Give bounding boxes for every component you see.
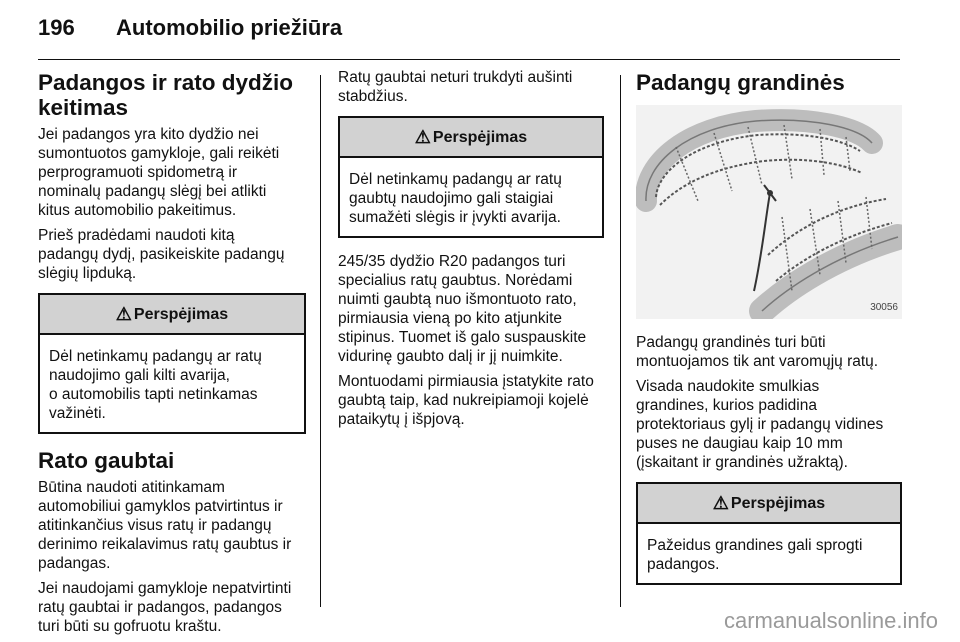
section-heading-wheel-covers: Rato gaubtai [38,448,175,473]
watermark: carmanualsonline.info [723,608,938,633]
column-2 [338,68,604,435]
warning-box [636,482,902,585]
warning-text: Pažeidus grandines gali sprogti padangos. [647,537,863,573]
section-heading-snow-chains: Padangų grandinės [636,70,845,95]
paragraph: Jei naudojami gamykloje nepatvirtinti ratų gaubtai ir padangos, padangos turi būti su gofruotu kraštu. [38,580,292,635]
column-3 [636,68,902,599]
figure-number: 30056 [870,302,898,313]
paragraph: 245/35 dydžio R20 padangos turi specialius ratų gaubtus. Norėdami nuimti gaubtą nuo išmontuoto rato, pirmiausia vieną po kito atjunkite stipinus. Tuomet iš galo suspauskite vidurinę gaubto dalį ir jį nuimkite. [338,253,587,365]
paragraph: Montuodami pirmiausia įstatykite rato gaubtą taip, kad nukreipiamoji kojelė pataikytų į išpjovą. [338,373,594,428]
warning-header [638,484,900,524]
snow-chain-illustration [636,105,902,319]
warning-title: Perspėjimas [432,128,528,146]
warning-triangle-icon: ⚠ [712,492,729,513]
paragraph: Jei padangos yra kito dydžio nei sumontuotos gamykloje, gali reikėti perprogramuoti spidometrą ir nominalų padangų slėgį bei atlikti kitus automobilio pakeitimus. [38,126,280,219]
paragraph: Ratų gaubtai neturi trukdyti aušinti stabdžius. [338,69,573,105]
warning-text: Dėl netinkamų padangų ar ratų naudojimo gali kilti avarija, o automobilis tapti netinkamas važinėti. [49,348,262,422]
warning-title: Perspėjimas [133,305,229,323]
paragraph: Prieš pradėdami naudoti kitą padangų dydį, pasikeiskite padangų slėgių lipduką. [38,227,285,282]
paragraph: Būtina naudoti atitinkamam automobiliui gamyklos patvirtintus ir atitinkančius visus ratų ir padangų derinimo reikalavimus ratų gaubtus ir padangas. [38,479,292,572]
warning-triangle-icon: ⚠ [414,126,431,147]
paragraph: Visada naudokite smulkias grandines, kurios padidina protektoriaus gylį ir padangų vidines puses ne daugiau kaip 10 mm (įskaitant ir grandinės užraktą). [636,378,884,471]
warning-header [40,295,304,335]
warning-triangle-icon: ⚠ [115,303,132,324]
warning-text: Dėl netinkamų padangų ar ratų gaubtų naudojimo gali staigiai sumažėti slėgis ir įvykti avarija. [349,171,562,226]
column-1 [38,68,306,642]
warning-box [338,116,604,238]
column-divider-2 [620,75,621,607]
warning-header [340,118,602,158]
warning-box [38,293,306,434]
column-divider-1 [320,75,321,607]
paragraph: Padangų grandinės turi būti montuojamos tik ant varomųjų ratų. [636,334,879,370]
header-rule [38,59,900,60]
warning-title: Perspėjimas [730,494,826,512]
section-heading-tire-size: Padangos ir rato dydžio keitimas [38,70,294,120]
page-title: Automobilio priežiūra [116,15,343,40]
snow-chain-drawing [636,105,902,319]
page-number: 196 [38,15,75,40]
